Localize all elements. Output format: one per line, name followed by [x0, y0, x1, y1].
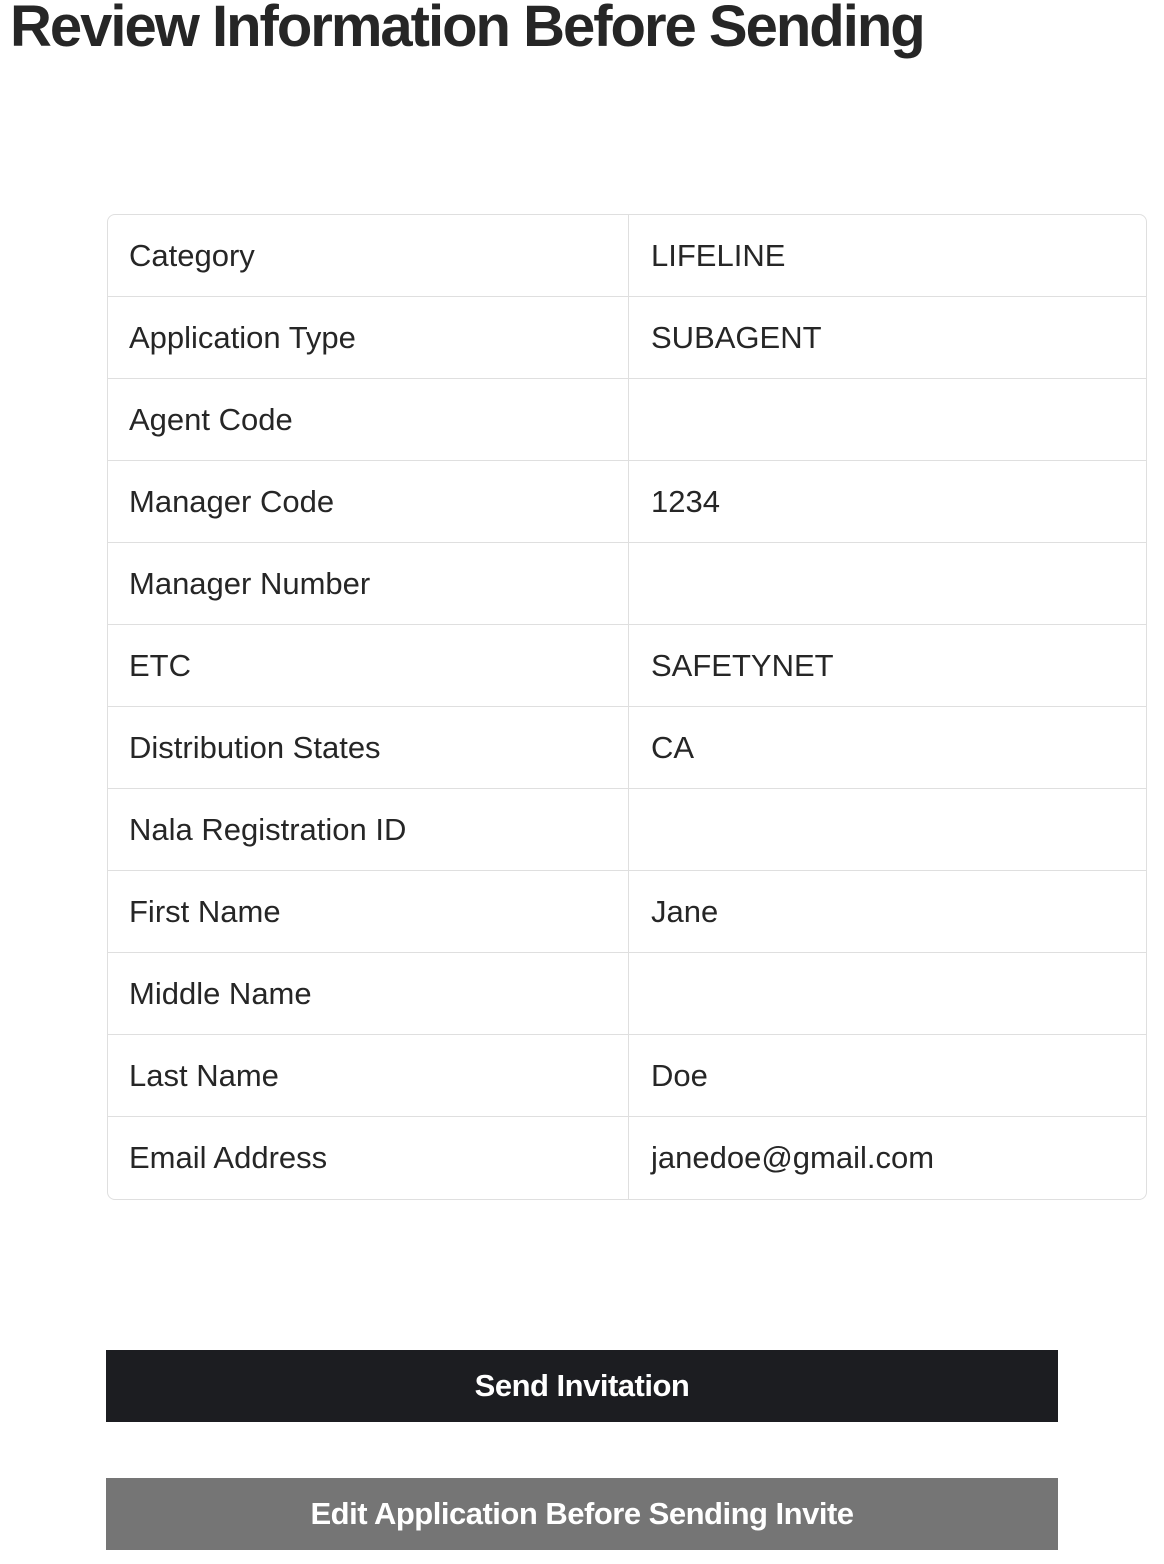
- field-label: Application Type: [108, 297, 629, 378]
- field-label: Middle Name: [108, 953, 629, 1034]
- field-label: Nala Registration ID: [108, 789, 629, 870]
- send-invitation-button[interactable]: Send Invitation: [106, 1350, 1058, 1422]
- field-value: SAFETYNET: [651, 647, 834, 683]
- field-label: ETC: [108, 625, 629, 706]
- field-value: Doe: [651, 1057, 708, 1093]
- field-label: Category: [108, 215, 629, 296]
- field-label: Email Address: [108, 1117, 629, 1199]
- page-title: Review Information Before Sending: [10, 0, 924, 59]
- field-value: [629, 953, 1146, 1034]
- table-row: [108, 297, 1146, 379]
- table-row: [108, 1117, 1146, 1199]
- field-value: Jane: [651, 893, 719, 929]
- field-label: First Name: [108, 871, 629, 952]
- review-table: [107, 214, 1147, 1200]
- table-row: [108, 789, 1146, 871]
- table-row: [108, 461, 1146, 543]
- table-row: [108, 871, 1146, 953]
- field-value: LIFELINE: [651, 237, 786, 273]
- field-label: Manager Code: [108, 461, 629, 542]
- table-row: [108, 625, 1146, 707]
- table-row: [108, 543, 1146, 625]
- field-label: Agent Code: [108, 379, 629, 460]
- field-label: Manager Number: [108, 543, 629, 624]
- edit-application-button[interactable]: Edit Application Before Sending Invite: [106, 1478, 1058, 1550]
- table-row: [108, 379, 1146, 461]
- field-value: [629, 789, 1146, 870]
- field-label: Distribution States: [108, 707, 629, 788]
- table-row: [108, 707, 1146, 789]
- field-value: CA: [651, 729, 695, 765]
- field-value: 1234: [651, 483, 720, 519]
- field-value: janedoe@gmail.com: [651, 1140, 935, 1175]
- field-value: SUBAGENT: [651, 319, 822, 355]
- field-value: [629, 543, 1146, 624]
- table-row: [108, 1035, 1146, 1117]
- table-row: [108, 953, 1146, 1035]
- field-label: Last Name: [108, 1035, 629, 1116]
- field-value: [629, 379, 1146, 460]
- table-row: [108, 215, 1146, 297]
